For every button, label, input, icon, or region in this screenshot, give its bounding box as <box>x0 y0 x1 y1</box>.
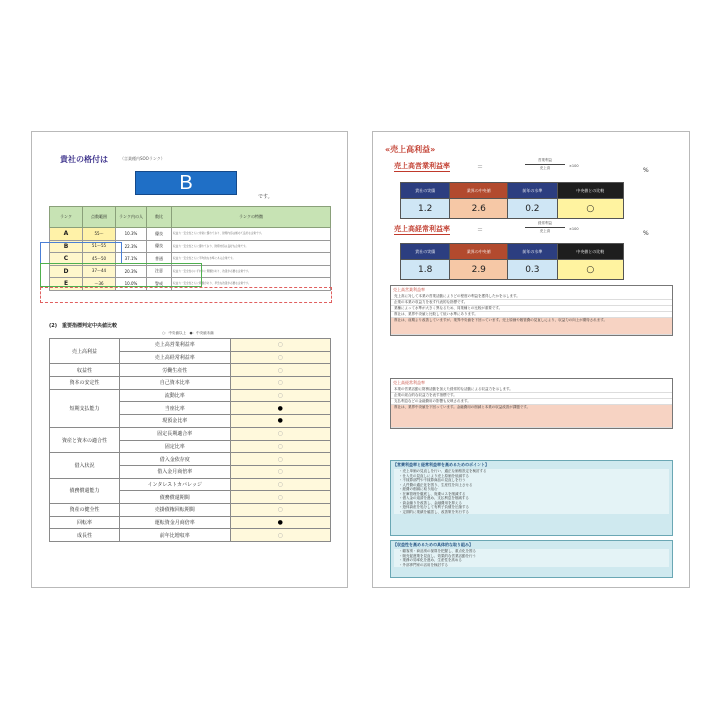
rating-grade: A <box>50 228 83 241</box>
value-compare: ○ <box>557 260 623 280</box>
rating-page <box>31 131 348 588</box>
rating-grade: B <box>50 240 83 253</box>
col-median: 業界の中央値 <box>450 244 508 260</box>
factor-row <box>50 529 331 542</box>
advice-item: ・顧客別・商品別の採算を把握し、重点化を図る <box>399 549 476 553</box>
grade-badge: B <box>135 171 237 195</box>
col-median: 業界の中央値 <box>450 183 508 199</box>
formula-fraction <box>525 221 565 234</box>
advice-item: ・人件費の適正化を図り、生産性を向上させる <box>399 482 473 487</box>
factor-row <box>50 516 331 529</box>
factor-mark-cell <box>230 516 330 529</box>
commentary-operating <box>390 285 673 336</box>
rating-level: 警戒 <box>147 278 172 291</box>
factor-indicator: 固定比率 <box>119 440 230 453</box>
advice-item: ・定期的に業績を確認し、改善策を実行する <box>399 509 469 514</box>
advice-item: ・遊休資産を処分して有利子負債を圧縮する <box>399 505 469 509</box>
open-circle-icon: ○ <box>277 493 283 501</box>
rating-desc: 収益力・安全性ともに問題があり、早急な改善が必要な企業です。 <box>172 278 331 291</box>
commentary-head: 売上高経常利益率 <box>393 380 425 385</box>
rating-grade: E <box>50 278 83 291</box>
factor-row <box>50 339 331 352</box>
formula-denominator: 売上高 <box>539 229 551 233</box>
col-prev: 前年の水準 <box>508 244 557 260</box>
factor-category: 資産の健全性 <box>50 503 120 516</box>
factor-row <box>50 478 331 491</box>
factors-table <box>49 338 331 542</box>
value-compare: ○ <box>557 199 623 219</box>
factor-indicator: 前年比増収率 <box>119 529 230 542</box>
open-circle-icon: ○ <box>277 392 283 400</box>
open-circle-icon: ○ <box>277 442 283 450</box>
fraction-line <box>525 164 565 165</box>
factor-mark-cell <box>230 415 330 428</box>
rating-ratio: 20.3% <box>116 265 147 278</box>
advice-box-2 <box>390 540 673 578</box>
ratio-table-operating <box>400 182 624 219</box>
rating-level: 優良 <box>147 228 172 241</box>
open-circle-icon: ○ <box>277 379 283 387</box>
advice-item: ・在庫管理を徹底し、廃棄ロスを削減する <box>399 491 466 496</box>
value-own: 1.8 <box>401 260 450 280</box>
factor-indicator: 労働生産性 <box>119 364 230 377</box>
rating-title: 貴社の格付は <box>60 155 108 164</box>
rating-level: 優良 <box>147 240 172 253</box>
advice-item: ・不採算部門や不採算商品の見直しを行う <box>399 478 466 482</box>
factor-mark-cell <box>230 377 330 390</box>
grade-suffix: です。 <box>258 194 273 200</box>
ratio-table-ordinary <box>400 243 624 280</box>
factor-indicator: インタレストカバレッジ <box>119 478 230 491</box>
factor-mark-cell <box>230 478 330 491</box>
rating-range: 55～ <box>83 228 116 241</box>
value-median: 2.6 <box>450 199 508 219</box>
advice-item: ・業務の効率化を進め、生産性を高める <box>399 558 462 562</box>
advice-head: 【収益性を高めるための具体的な取り組み】 <box>393 542 473 547</box>
factor-mark-cell <box>230 440 330 453</box>
commentary-line: 売上高に対して本業の営業活動によりどの程度の利益を獲得したかを示します。 <box>391 294 672 300</box>
profit-title: «売上高利益» <box>385 145 436 154</box>
rating-range: 37～44 <box>83 265 116 278</box>
factor-mark-cell <box>230 503 330 516</box>
highlight-frame-red <box>40 287 332 303</box>
factor-category: 債務償還能力 <box>50 478 120 503</box>
equals-sign: ＝ <box>477 227 484 234</box>
profit-page <box>372 131 690 588</box>
rating-row <box>50 228 331 241</box>
col-prev: 前年の水準 <box>508 183 557 199</box>
col-compare: 中央値との比較 <box>557 183 623 199</box>
rating-title-sub: （言業種内SOOランク） <box>120 156 165 161</box>
filled-circle-icon: ● <box>277 417 283 425</box>
rating-level: 注意 <box>147 265 172 278</box>
factor-row <box>50 453 331 466</box>
formula-fraction <box>525 158 565 171</box>
factor-mark-cell <box>230 402 330 415</box>
value-median: 2.9 <box>450 260 508 280</box>
col-own: 貴社の実績 <box>401 244 450 260</box>
ratio-label-ordinary: 売上高経常利益率 <box>394 225 450 233</box>
open-circle-icon: ○ <box>277 480 283 488</box>
value-own: 1.2 <box>401 199 450 219</box>
commentary-head: 売上高営業利益率 <box>393 287 425 292</box>
factor-indicator: 当座比率 <box>119 402 230 415</box>
factor-row <box>50 364 331 377</box>
fraction-line <box>525 227 565 228</box>
advice-list <box>394 469 669 514</box>
highlight-frame-blue <box>40 242 122 264</box>
factor-row <box>50 427 331 440</box>
col-compare: 中央値との比較 <box>557 244 623 260</box>
factor-mark-cell <box>230 465 330 478</box>
formula-numerator: 営業利益 <box>538 158 552 162</box>
rating-range: ～36 <box>83 278 116 291</box>
factor-indicator: 現預金比率 <box>119 415 230 428</box>
advice-box <box>390 460 673 536</box>
factor-row <box>50 503 331 516</box>
factor-mark-cell <box>230 339 330 352</box>
factor-indicator: 自己資本比率 <box>119 377 230 390</box>
advice-item: ・経費の削減に取り組む <box>399 487 438 491</box>
factor-indicator: 売上高経常利益率 <box>119 351 230 364</box>
factor-indicator: 売掛債権回転期間 <box>119 503 230 516</box>
commentary-line: 支払利息などの金融費用の影響も反映されます。 <box>391 399 672 405</box>
formula-times: ×100 <box>569 164 579 168</box>
factor-indicator: 債務償還期間 <box>119 491 230 504</box>
commentary-ordinary <box>390 378 673 429</box>
rating-header: 点数範囲 <box>83 207 116 228</box>
advice-item: ・仕入先の見直しにより売上原価を低減する <box>399 473 469 478</box>
rating-grade: C <box>50 253 83 266</box>
rating-header: ランクの特徴 <box>172 207 331 228</box>
factor-mark-cell <box>230 364 330 377</box>
equals-sign: ＝ <box>477 164 484 171</box>
advice-head: 【営業利益率と経常利益率を高めるためのポイント】 <box>393 462 489 467</box>
factor-row <box>50 377 331 390</box>
formula-numerator: 経常利益 <box>538 221 552 225</box>
factor-indicator: 借入金依存度 <box>119 453 230 466</box>
advice-item: ・販売促進策を見直し、効果的な営業活動を行う <box>399 553 476 558</box>
commentary-line: 業種によって水準が大きく異なるため、同業種との比較が重要です。 <box>391 306 672 312</box>
rating-range: 51～55 <box>83 240 116 253</box>
unit-percent: % <box>643 230 649 237</box>
rating-header: ランク <box>50 207 83 228</box>
rating-desc: 収益力・安全性ともに非常に優れており、財務内容は極めて良好な企業です。 <box>172 228 331 241</box>
unit-percent: % <box>643 167 649 174</box>
factor-mark-cell <box>230 491 330 504</box>
ratio-label-operating: 売上高営業利益率 <box>394 162 450 170</box>
commentary-note: 貴社は、前期より改善していますが、業界中央値を下回っています。売上原価や販管費の見直しにより、収益力の向上が期待されます。 <box>391 318 672 335</box>
factor-category: 資産と資本の適合性 <box>50 427 120 452</box>
factor-category: 回転率 <box>50 516 120 529</box>
factors-legend: ○：中央値以上 ●：中央値未満 <box>162 331 214 335</box>
filled-circle-icon: ● <box>277 404 283 412</box>
value-prev: 0.3 <box>508 260 557 280</box>
factor-category: 収益性 <box>50 364 120 377</box>
open-circle-icon: ○ <box>277 506 283 514</box>
factor-mark-cell <box>230 351 330 364</box>
col-own: 貴社の実績 <box>401 183 450 199</box>
rating-header: 数比 <box>147 207 172 228</box>
factor-row <box>50 389 331 402</box>
rating-ratio: 10.0% <box>116 278 147 291</box>
factor-category: 資本の安定性 <box>50 377 120 390</box>
commentary-line: 本業の営業活動に財務活動を加えた経常的な活動による収益力を示します。 <box>391 387 672 393</box>
rating-desc: 収益力・安全性ともに平均的な水準にある企業です。 <box>172 253 331 266</box>
factor-mark-cell <box>230 389 330 402</box>
rating-desc: 収益力・安全性のいずれかに問題があり、改善が必要な企業です。 <box>172 265 331 278</box>
factor-indicator: 借入金月商倍率 <box>119 465 230 478</box>
open-circle-icon: ○ <box>277 531 283 539</box>
factor-indicator: 運転資金月商倍率 <box>119 516 230 529</box>
advice-item: ・借入金の返済を進め、支払利息を削減する <box>399 496 469 500</box>
factor-indicator: 流動比率 <box>119 389 230 402</box>
highlight-frame-green <box>40 263 202 287</box>
rating-level: 普通 <box>147 253 172 266</box>
rating-desc: 収益力・安全性ともに優れており、財務内容は良好な企業です。 <box>172 240 331 253</box>
advice-item: ・売上単価の見直しを行い、適正な価格設定を検討する <box>399 469 487 473</box>
value-prev: 0.2 <box>508 199 557 219</box>
formula-times: ×100 <box>569 227 579 231</box>
open-circle-icon: ○ <box>277 468 283 476</box>
open-circle-icon: ○ <box>277 430 283 438</box>
rating-ratio: 10.3% <box>116 228 147 241</box>
commentary-line: 企業の本業の収益力を表す代表的な指標です。 <box>391 300 672 306</box>
factor-indicator: 固定長期適合率 <box>119 427 230 440</box>
factor-category: 成長性 <box>50 529 120 542</box>
rating-range: 45～50 <box>83 253 116 266</box>
filled-circle-icon: ● <box>277 518 283 526</box>
factor-category: 売上高利益 <box>50 339 120 364</box>
rating-ratio: 37.1% <box>116 253 147 266</box>
open-circle-icon: ○ <box>277 341 283 349</box>
rating-header: ランク内の人 <box>116 207 147 228</box>
advice-list <box>394 549 669 567</box>
factor-category: 短期支払能力 <box>50 389 120 427</box>
open-circle-icon: ○ <box>277 354 283 362</box>
commentary-note: 貴社は、業界中央値を下回っています。金融費用の削減と本業の収益改善が課題です。 <box>391 405 672 428</box>
factor-mark-cell <box>230 453 330 466</box>
factor-mark-cell <box>230 529 330 542</box>
advice-item: ・資金繰りを改善し、金融費用を抑える <box>399 500 462 505</box>
commentary-line: 企業の総合的な収益力を表す指標です。 <box>391 393 672 399</box>
open-circle-icon: ○ <box>277 366 283 374</box>
factor-category: 借入状況 <box>50 453 120 478</box>
advice-item: ・外部専門家の活用を検討する <box>399 562 448 567</box>
commentary-line: 貴社は、業界中央値と比較して低い水準にあります。 <box>391 312 672 318</box>
factor-indicator: 売上高営業利益率 <box>119 339 230 352</box>
rating-grade: D <box>50 265 83 278</box>
rating-ratio: 22.3% <box>116 240 147 253</box>
open-circle-icon: ○ <box>277 455 283 463</box>
formula-denominator: 売上高 <box>539 166 551 170</box>
factor-mark-cell <box>230 427 330 440</box>
section-factors-title: (2) 重要指標判定中央値比較 <box>49 323 118 329</box>
